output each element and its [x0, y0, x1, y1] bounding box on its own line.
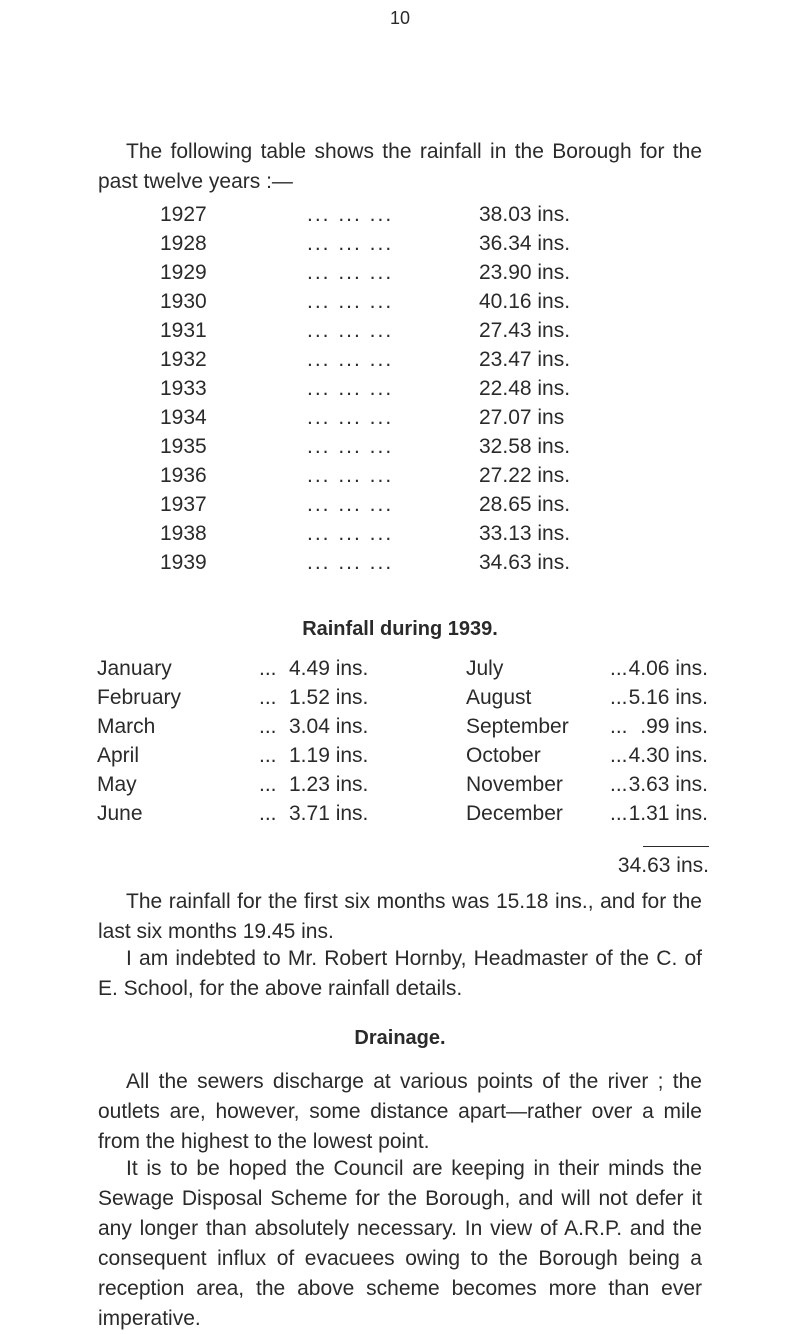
leader-dots: ... ... ... — [307, 522, 394, 545]
month-label: August — [466, 686, 532, 709]
month-label: April — [97, 744, 140, 767]
year-cell: 1928 — [160, 232, 207, 255]
rainfall-value: 3.63 ins. — [628, 773, 708, 796]
rainfall-value: 38.03 ins. — [479, 203, 571, 226]
rainfall-value: 5.16 ins. — [628, 686, 708, 709]
leader-dots: ... — [259, 686, 277, 709]
year-cell: 1933 — [160, 377, 207, 400]
half-year-paragraph: The rainfall for the first six months was 15.18 ins., and for the last six months 19.45 ins. — [98, 890, 702, 943]
intro-paragraph: The following table shows the rainfall in the Borough for the past twelve years :— — [98, 140, 702, 193]
month-label: October — [466, 744, 541, 767]
rainfall-value: 27.07 ins — [479, 406, 565, 429]
year-cell: 1939 — [160, 551, 207, 574]
year-cell: 1934 — [160, 406, 207, 429]
year-cell: 1936 — [160, 464, 207, 487]
monthly-rainfall-heading: Rainfall during 1939. — [302, 618, 498, 640]
year-cell: 1927 — [160, 203, 207, 226]
rainfall-value: 1.19 ins. — [289, 744, 369, 767]
table-row — [0, 551, 800, 580]
table-row — [0, 232, 800, 261]
leader-dots: ... ... ... — [307, 232, 394, 255]
rainfall-value: 40.16 ins. — [479, 290, 571, 313]
year-cell: 1938 — [160, 522, 207, 545]
table-row — [0, 715, 800, 744]
leader-dots: ... — [259, 802, 277, 825]
rainfall-value: 3.71 ins. — [289, 802, 369, 825]
leader-dots: ... — [259, 744, 277, 767]
leader-dots: ... ... ... — [307, 261, 394, 284]
drainage-paragraph: All the sewers discharge at various points of the river ; the outlets are, however, some distance apart—rather over a mile from the highest to the lowest point. — [98, 1070, 702, 1153]
rainfall-value: 27.43 ins. — [479, 319, 571, 342]
year-cell: 1935 — [160, 435, 207, 458]
table-row — [0, 773, 800, 802]
month-label: February — [97, 686, 182, 709]
year-cell: 1929 — [160, 261, 207, 284]
table-row — [0, 744, 800, 773]
leader-dots: ... — [610, 773, 628, 796]
rainfall-value: 1.31 ins. — [628, 802, 708, 825]
leader-dots: ... ... ... — [307, 290, 394, 313]
table-row — [0, 464, 800, 493]
rainfall-value: 33.13 ins. — [479, 522, 571, 545]
leader-dots: ... ... ... — [307, 551, 394, 574]
leader-dots: ... — [610, 686, 628, 709]
drainage-paragraph: It is to be hoped the Council are keeping in their minds the Sewage Disposal Scheme for the Borough, and will not defer it any longer than absolutely necessary. In view of A.R.P. and the consequent influx of evacuees owing to the Borough being a reception area, the above scheme becomes more than ever imperative. — [98, 1157, 702, 1330]
total-rule — [643, 846, 709, 847]
rainfall-value: 23.47 ins. — [479, 348, 571, 371]
table-row — [0, 406, 800, 435]
year-cell: 1932 — [160, 348, 207, 371]
monthly-total: 34.63 ins. — [617, 854, 709, 877]
rainfall-value: 36.34 ins. — [479, 232, 571, 255]
leader-dots: ... ... ... — [307, 377, 394, 400]
table-row — [0, 290, 800, 319]
leader-dots: ... — [259, 657, 277, 680]
table-row — [0, 657, 800, 686]
year-cell: 1937 — [160, 493, 207, 516]
table-row — [0, 802, 800, 831]
drainage-heading: Drainage. — [354, 1027, 446, 1049]
table-row — [0, 261, 800, 290]
leader-dots: ... ... ... — [307, 493, 394, 516]
leader-dots: ... — [610, 802, 628, 825]
table-row — [0, 435, 800, 464]
table-row — [0, 348, 800, 377]
rainfall-value: 3.04 ins. — [289, 715, 369, 738]
year-cell: 1930 — [160, 290, 207, 313]
table-row — [0, 493, 800, 522]
rainfall-value: 4.30 ins. — [628, 744, 708, 767]
leader-dots: ... — [259, 715, 277, 738]
leader-dots: ... ... ... — [307, 435, 394, 458]
leader-dots: ... — [610, 744, 628, 767]
leader-dots: ... ... ... — [307, 406, 394, 429]
month-label: May — [97, 773, 137, 796]
leader-dots: ... — [610, 657, 628, 680]
table-row — [0, 319, 800, 348]
rainfall-value: 22.48 ins. — [479, 377, 571, 400]
acknowledgement-paragraph: I am indebted to Mr. Robert Hornby, Headmaster of the C. of E. School, for the above rainfall details. — [98, 947, 702, 1000]
rainfall-value: 4.49 ins. — [289, 657, 369, 680]
rainfall-value: 28.65 ins. — [479, 493, 571, 516]
table-row — [0, 686, 800, 715]
month-label: March — [97, 715, 156, 738]
month-label: July — [466, 657, 504, 680]
year-cell: 1931 — [160, 319, 207, 342]
leader-dots: ... ... ... — [307, 203, 394, 226]
rainfall-value: .99 ins. — [640, 715, 708, 738]
table-row — [0, 522, 800, 551]
leader-dots: ... ... ... — [307, 319, 394, 342]
month-label: December — [466, 802, 563, 825]
table-row — [0, 377, 800, 406]
month-label: January — [97, 657, 172, 680]
leader-dots: ... — [610, 715, 628, 738]
leader-dots: ... ... ... — [307, 464, 394, 487]
rainfall-value: 34.63 ins. — [479, 551, 571, 574]
table-row — [0, 203, 800, 232]
month-label: June — [97, 802, 143, 825]
page-number: 10 — [389, 8, 411, 28]
rainfall-value: 1.23 ins. — [289, 773, 369, 796]
leader-dots: ... — [259, 773, 277, 796]
rainfall-value: 32.58 ins. — [479, 435, 571, 458]
rainfall-value: 23.90 ins. — [479, 261, 571, 284]
month-label: November — [466, 773, 563, 796]
month-label: September — [466, 715, 569, 738]
rainfall-value: 4.06 ins. — [628, 657, 708, 680]
leader-dots: ... ... ... — [307, 348, 394, 371]
rainfall-value: 1.52 ins. — [289, 686, 369, 709]
rainfall-value: 27.22 ins. — [479, 464, 571, 487]
